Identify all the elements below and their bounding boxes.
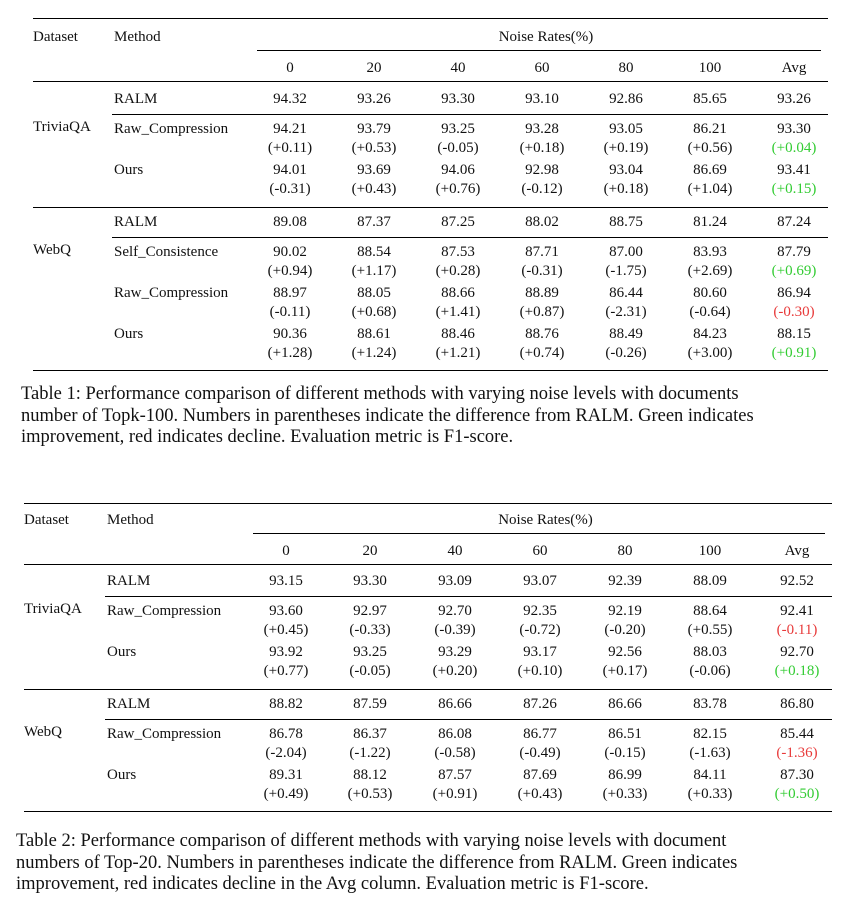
table2-cell-diff: (-0.33) — [349, 622, 391, 638]
table2-cell-value: 93.25 — [353, 644, 387, 660]
table1-cell-value: 87.79 — [777, 244, 811, 260]
table2-top-rule — [24, 503, 832, 504]
table1-cell-value: 93.41 — [777, 162, 811, 178]
table1-method-label: Raw_Compression — [114, 121, 229, 137]
table1-header-rule — [33, 81, 828, 82]
table2-cell-diff: (+0.91) — [432, 786, 478, 802]
table1-cell-diff: (+0.04) — [771, 140, 817, 156]
table2-cell-diff: (-0.49) — [519, 745, 561, 761]
table1-row-rule — [112, 114, 828, 115]
table1-cell-diff: (+0.11) — [267, 140, 313, 156]
table1-cmid-rule — [257, 50, 821, 51]
table2-cell-value: 84.11 — [693, 767, 727, 783]
table2-cell-value: 88.82 — [269, 696, 303, 712]
table1-cell-value: 88.61 — [357, 326, 391, 342]
table2-cell-value: 86.99 — [608, 767, 642, 783]
table2-cell-value: 87.30 — [780, 767, 814, 783]
table1-method-label: RALM — [114, 214, 158, 230]
table2-caption-line: numbers of Top-20. Numbers in parentheses indicate the difference from RALM. Green indicates — [16, 852, 738, 873]
table2-cell-value: 92.52 — [780, 573, 814, 589]
table2-col-header: 100 — [698, 543, 722, 559]
table1-method-label: Self_Consistence — [114, 244, 219, 260]
table2-col-header: 0 — [282, 543, 290, 559]
table1-cell-diff: (+0.68) — [351, 304, 397, 320]
table1-cell-value: 87.53 — [441, 244, 475, 260]
table2-header-dataset: Dataset — [24, 512, 69, 528]
table2-cell-diff: (+0.50) — [774, 786, 820, 802]
table2-cell-value: 93.09 — [438, 573, 472, 589]
table1-cell-diff: (+0.28) — [435, 263, 481, 279]
table2-cell-diff: (-0.39) — [434, 622, 476, 638]
table2-cell-value: 86.77 — [523, 726, 557, 742]
table1-cell-value: 87.71 — [525, 244, 559, 260]
table1-cell-value: 93.05 — [609, 121, 643, 137]
table2-cell-value: 88.12 — [353, 767, 387, 783]
table2-header-method: Method — [107, 512, 154, 528]
table1-header-dataset: Dataset — [33, 29, 78, 45]
table1-cell-value: 94.21 — [273, 121, 307, 137]
table2-cell-value: 93.29 — [438, 644, 472, 660]
table1-cell-value: 88.54 — [357, 244, 391, 260]
table2-caption-line: Table 2: Performance comparison of different methods with varying noise levels with document — [16, 831, 727, 851]
table1-cell-diff: (+1.04) — [687, 181, 733, 197]
table1-cell-value: 83.93 — [693, 244, 727, 260]
table1-cell-value: 90.36 — [273, 326, 307, 342]
table2-cell-diff: (+0.33) — [687, 786, 733, 802]
table2-cell-value: 88.03 — [693, 644, 727, 660]
table1-cell-diff: (-1.75) — [605, 263, 647, 279]
table1-cell-diff: (+2.69) — [687, 263, 733, 279]
table2-cell-value: 92.70 — [780, 644, 814, 660]
table1-cell-value: 94.01 — [273, 162, 307, 178]
table1-bottom-rule — [33, 370, 828, 371]
table2-cell-value: 86.51 — [608, 726, 642, 742]
table1-cell-diff: (+0.53) — [351, 140, 397, 156]
table1-col-header: 0 — [286, 60, 294, 76]
table1-cell-value: 94.32 — [273, 91, 307, 107]
table1-cell-value: 86.94 — [777, 285, 811, 301]
table1-cell-value: 88.89 — [525, 285, 559, 301]
table1-row-rule — [112, 237, 828, 238]
table1-cell-value: 88.49 — [609, 326, 643, 342]
table2-cell-value: 83.78 — [693, 696, 727, 712]
table1-cell-value: 81.24 — [693, 214, 727, 230]
table2-method-label: RALM — [107, 573, 151, 589]
table2-cell-value: 92.56 — [608, 644, 642, 660]
table1-cell-diff: (-0.26) — [605, 345, 647, 361]
table1-dataset-label: WebQ — [33, 242, 71, 258]
table1-cell-diff: (-0.31) — [269, 181, 311, 197]
table1-cell-value: 93.30 — [777, 121, 811, 137]
table1-cell-diff: (-0.12) — [521, 181, 563, 197]
table1-cell-value: 88.97 — [273, 285, 307, 301]
table2-cell-diff: (-0.20) — [604, 622, 646, 638]
table2-cell-diff: (-0.05) — [349, 663, 391, 679]
table2-dataset-label: WebQ — [24, 724, 62, 740]
table2-cell-value: 92.19 — [608, 603, 642, 619]
table1-cell-value: 94.06 — [441, 162, 475, 178]
table1-cell-value: 80.60 — [693, 285, 727, 301]
table2-col-header: Avg — [784, 543, 810, 559]
table1-col-header: Avg — [781, 60, 807, 76]
table1-cell-value: 93.69 — [357, 162, 391, 178]
table1-cell-value: 93.79 — [357, 121, 391, 137]
table2-cell-diff: (+0.49) — [263, 786, 309, 802]
table1-cell-diff: (+1.24) — [351, 345, 397, 361]
table1-col-header: 40 — [450, 60, 466, 76]
table2-cell-diff: (-0.58) — [434, 745, 476, 761]
table1-cell-diff: (-0.31) — [521, 263, 563, 279]
table2-cell-diff: (-1.63) — [689, 745, 731, 761]
table1-cell-diff: (+1.17) — [351, 263, 397, 279]
table1-cell-value: 88.02 — [525, 214, 559, 230]
table2-cmid-rule — [253, 533, 825, 534]
table2-cell-value: 86.80 — [780, 696, 814, 712]
table1-caption-line: improvement, red indicates decline. Evaluation metric is F1-score. — [21, 427, 514, 447]
table1-cell-value: 85.65 — [693, 91, 727, 107]
table1-cell-diff: (+0.15) — [771, 181, 817, 197]
table2-cell-value: 92.70 — [438, 603, 472, 619]
table2-method-label: Ours — [107, 767, 137, 783]
table2-cell-value: 82.15 — [693, 726, 727, 742]
table2-row-rule — [105, 596, 832, 597]
table2-cell-diff: (-1.36) — [776, 745, 818, 761]
table2-cell-value: 88.64 — [693, 603, 727, 619]
table2-cell-diff: (+0.77) — [263, 663, 309, 679]
table2-cell-diff: (+0.10) — [517, 663, 563, 679]
table1-col-header: 100 — [698, 60, 722, 76]
table1-col-header: 60 — [534, 60, 550, 76]
table2-cell-value: 92.39 — [608, 573, 642, 589]
table1-method-label: RALM — [114, 91, 158, 107]
table1-cell-diff: (+0.94) — [267, 263, 313, 279]
table2-cell-value: 92.35 — [523, 603, 557, 619]
table1-cell-diff: (+1.21) — [435, 345, 481, 361]
table2-method-label: Raw_Compression — [107, 726, 222, 742]
table1-cell-diff: (+0.91) — [771, 345, 817, 361]
table1-cell-value: 93.04 — [609, 162, 643, 178]
table2-cell-diff: (+0.33) — [602, 786, 648, 802]
table2-col-header: 80 — [617, 543, 633, 559]
table2-method-label: Raw_Compression — [107, 603, 222, 619]
table1-cell-value: 93.25 — [441, 121, 475, 137]
table1-cell-value: 86.21 — [693, 121, 727, 137]
table2-cell-value: 87.69 — [523, 767, 557, 783]
table1-cell-value: 88.66 — [441, 285, 475, 301]
table2-cell-diff: (+0.18) — [774, 663, 820, 679]
table2-dataset-label: TriviaQA — [24, 601, 82, 617]
table1-cell-value: 87.00 — [609, 244, 643, 260]
table1-cell-value: 87.37 — [357, 214, 391, 230]
table2-cell-value: 93.07 — [523, 573, 557, 589]
table1-cell-value: 93.26 — [357, 91, 391, 107]
table1-cell-diff: (-2.31) — [605, 304, 647, 320]
table1-header-noise-rates: Noise Rates(%) — [498, 29, 594, 45]
table2-cell-diff: (-0.72) — [519, 622, 561, 638]
table1-method-label: Ours — [114, 162, 144, 178]
table2-cell-diff: (-1.22) — [349, 745, 391, 761]
table2-cell-value: 93.17 — [523, 644, 557, 660]
table1-cell-diff: (+0.69) — [771, 263, 817, 279]
table2-header-noise-rates: Noise Rates(%) — [498, 512, 593, 528]
table2-cell-value: 86.37 — [353, 726, 387, 742]
table1-cell-diff: (+0.56) — [687, 140, 733, 156]
table1-cell-value: 87.25 — [441, 214, 475, 230]
table1-cell-diff: (-0.64) — [689, 304, 731, 320]
table1-cell-diff: (+3.00) — [687, 345, 733, 361]
table2-cell-value: 85.44 — [780, 726, 814, 742]
table1-cell-diff: (+0.19) — [603, 140, 649, 156]
table1-cell-diff: (-0.05) — [437, 140, 479, 156]
table1-method-label: Raw_Compression — [114, 285, 229, 301]
table1-cell-diff: (+0.18) — [519, 140, 565, 156]
table2-bottom-rule — [24, 811, 832, 812]
table2-cell-diff: (-0.06) — [689, 663, 731, 679]
table2-cell-value: 93.15 — [269, 573, 303, 589]
table2-cell-diff: (+0.53) — [347, 786, 393, 802]
table2-caption-line: improvement, red indicates decline in the Avg column. Evaluation metric is F1-score. — [16, 874, 649, 894]
table1-caption-line: Table 1: Performance comparison of different methods with varying noise levels with documents — [21, 384, 739, 404]
table1-cell-value: 93.10 — [525, 91, 559, 107]
table2-cell-diff: (+0.20) — [432, 663, 478, 679]
table1-cell-diff: (+0.43) — [351, 181, 397, 197]
table1-col-header: 80 — [618, 60, 634, 76]
table1-cell-diff: (-0.11) — [269, 304, 311, 320]
table1-cell-value: 92.86 — [609, 91, 643, 107]
table1-cell-value: 87.24 — [777, 214, 811, 230]
table1-cell-value: 86.44 — [609, 285, 643, 301]
table1-cell-value: 88.76 — [525, 326, 559, 342]
table2-cell-value: 86.08 — [438, 726, 472, 742]
table2-cell-value: 87.59 — [353, 696, 387, 712]
table2-col-header: 20 — [362, 543, 378, 559]
table1-cell-value: 86.69 — [693, 162, 727, 178]
table2-cell-diff: (-0.15) — [604, 745, 646, 761]
table1-method-label: Ours — [114, 326, 144, 342]
table2-cell-value: 92.41 — [780, 603, 814, 619]
table2-cell-value: 93.30 — [353, 573, 387, 589]
table2-cell-diff: (+0.55) — [687, 622, 733, 638]
table1-group-rule — [33, 207, 828, 208]
table1-caption-line: number of Topk-100. Numbers in parentheses indicate the difference from RALM. Green indicates — [21, 405, 754, 426]
table2-header-rule — [24, 564, 832, 565]
table2-cell-value: 92.97 — [353, 603, 387, 619]
table2-method-label: RALM — [107, 696, 151, 712]
table1-cell-value: 88.46 — [441, 326, 475, 342]
table2-cell-value: 88.09 — [693, 573, 727, 589]
table1-cell-diff: (+0.18) — [603, 181, 649, 197]
table2-cell-value: 86.66 — [608, 696, 642, 712]
table1-cell-diff: (+0.74) — [519, 345, 565, 361]
table2-col-header: 40 — [447, 543, 463, 559]
table2-cell-diff: (+0.45) — [263, 622, 309, 638]
table1-dataset-label: TriviaQA — [33, 119, 91, 135]
table1-cell-value: 88.05 — [357, 285, 391, 301]
table2-cell-value: 87.57 — [438, 767, 472, 783]
table1-cell-value: 84.23 — [693, 326, 727, 342]
table1-col-header: 20 — [366, 60, 382, 76]
table1-cell-value: 90.02 — [273, 244, 307, 260]
table2-cell-value: 89.31 — [269, 767, 303, 783]
table2-row-rule — [105, 719, 832, 720]
table1-cell-value: 89.08 — [273, 214, 307, 230]
table1-cell-diff: (+1.28) — [267, 345, 313, 361]
table2-cell-diff: (+0.17) — [602, 663, 648, 679]
table1-cell-value: 88.15 — [777, 326, 811, 342]
table2-cell-diff: (-2.04) — [265, 745, 307, 761]
table2-cell-diff: (+0.43) — [517, 786, 563, 802]
table1-cell-diff: (+1.41) — [435, 304, 481, 320]
table2-cell-value: 93.92 — [269, 644, 303, 660]
table1-cell-value: 93.26 — [777, 91, 811, 107]
table2-cell-value: 87.26 — [523, 696, 557, 712]
table1-cell-diff: (+0.76) — [435, 181, 481, 197]
table1-cell-value: 92.98 — [525, 162, 559, 178]
table1-cell-value: 93.28 — [525, 121, 559, 137]
table1-cell-diff: (-0.30) — [773, 304, 815, 320]
table2-cell-diff: (-0.11) — [776, 622, 818, 638]
table1-cell-value: 93.30 — [441, 91, 475, 107]
table2-group-rule — [24, 689, 832, 690]
table1-cell-diff: (+0.87) — [519, 304, 565, 320]
table2-col-header: 60 — [532, 543, 548, 559]
table2-cell-value: 86.66 — [438, 696, 472, 712]
table1-header-method: Method — [114, 29, 161, 45]
table2-method-label: Ours — [107, 644, 137, 660]
table1-top-rule — [33, 18, 828, 19]
table1-cell-value: 88.75 — [609, 214, 643, 230]
table2-cell-value: 93.60 — [269, 603, 303, 619]
table2-cell-value: 86.78 — [269, 726, 303, 742]
